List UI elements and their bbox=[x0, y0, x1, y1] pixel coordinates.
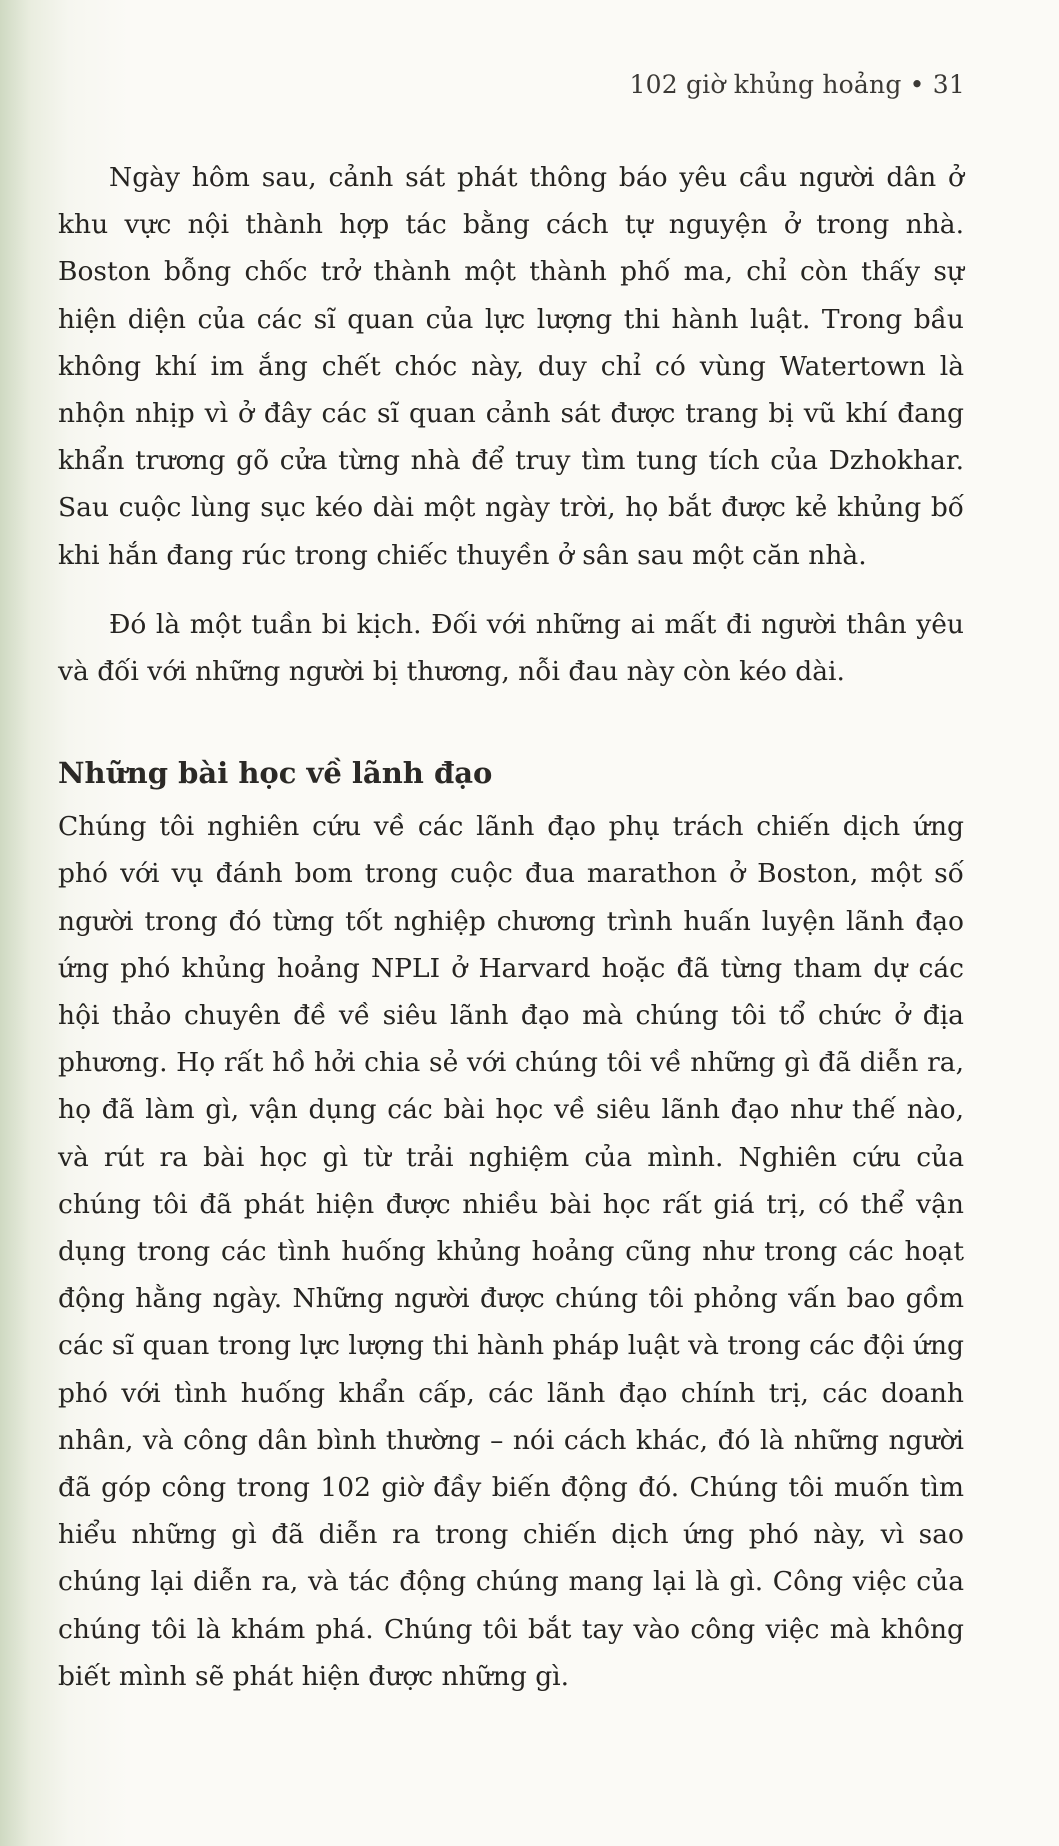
paragraph-spacer bbox=[58, 579, 964, 601]
section-heading: Những bài học về lãnh đạo bbox=[58, 756, 493, 791]
paragraph-police-announcement: Ngày hôm sau, cảnh sát phát thông báo yêu cầu người dân ở khu vực nội thành hợp tác bằng cách tự nguyện ở trong nhà. Boston bỗng chốc trở thành một thành phố ma, chỉ còn thấy sự hiện diện của các sĩ quan của lực lượng thi hành luật. Trong bầu không khí im ắng chết chóc này, duy chỉ có vùng Watertown là nhộn nhịp vì ở đây các sĩ quan cảnh sát được trang bị vũ khí đang khẩn trương gõ cửa từng nhà để truy tìm tung tích của Dzhokhar. Sau cuộc lùng sục kéo dài một ngày trời, họ bắt được kẻ khủng bố khi hắn đang rúc trong chiếc thuyền ở sân sau một căn nhà. bbox=[58, 162, 964, 571]
paragraph-tragic-week: Đó là một tuần bi kịch. Đối với những ai mất đi người thân yêu và đối với những người bị thương, nỗi đau này còn kéo dài. bbox=[58, 608, 964, 688]
paragraph-leadership-lessons: Chúng tôi nghiên cứu về các lãnh đạo phụ trách chiến dịch ứng phó với vụ đánh bom trong cuộc đua marathon ở Boston, một số người trong đó từng tốt nghiệp chương trình huấn luyện lãnh đạo ứng phó khủng hoảng NPLI ở Harvard hoặc đã từng tham dự các hội thảo chuyên đề về siêu lãnh đạo mà chúng tôi tổ chức ở địa phương. Họ rất hồ hởi chia sẻ với chúng tôi về những gì đã diễn ra, họ đã làm gì, vận dụng các bài học về siêu lãnh đạo như thế nào, và rút ra bài học gì từ trải nghiệm của mình. Nghiên cứu của chúng tôi đã phát hiện được nhiều bài học rất giá trị, có thể vận dụng trong các tình huống khủng hoảng cũng như trong các hoạt động hằng ngày. Những người được chúng tôi phỏng vấn bao gồm các sĩ quan trong lực lượng thi hành pháp luật và trong các đội ứng phó với tình huống khẩn cấp, các lãnh đạo chính trị, các doanh nhân, và công dân bình thường – nói cách khác, đó là những người đã góp công trong 102 giờ đầy biến động đó. Chúng tôi muốn tìm hiểu những gì đã diễn ra trong chiến dịch ứng phó này, vì sao chúng lại diễn ra, và tác động chúng mang lại là gì. Công việc của chúng tôi là khám phá. Chúng tôi bắt tay vào công việc mà không biết mình sẽ phát hiện được những gì. bbox=[58, 811, 964, 1692]
page-body bbox=[58, 154, 964, 1700]
running-header: 102 giờ khủng hoảng • 31 bbox=[629, 70, 965, 99]
